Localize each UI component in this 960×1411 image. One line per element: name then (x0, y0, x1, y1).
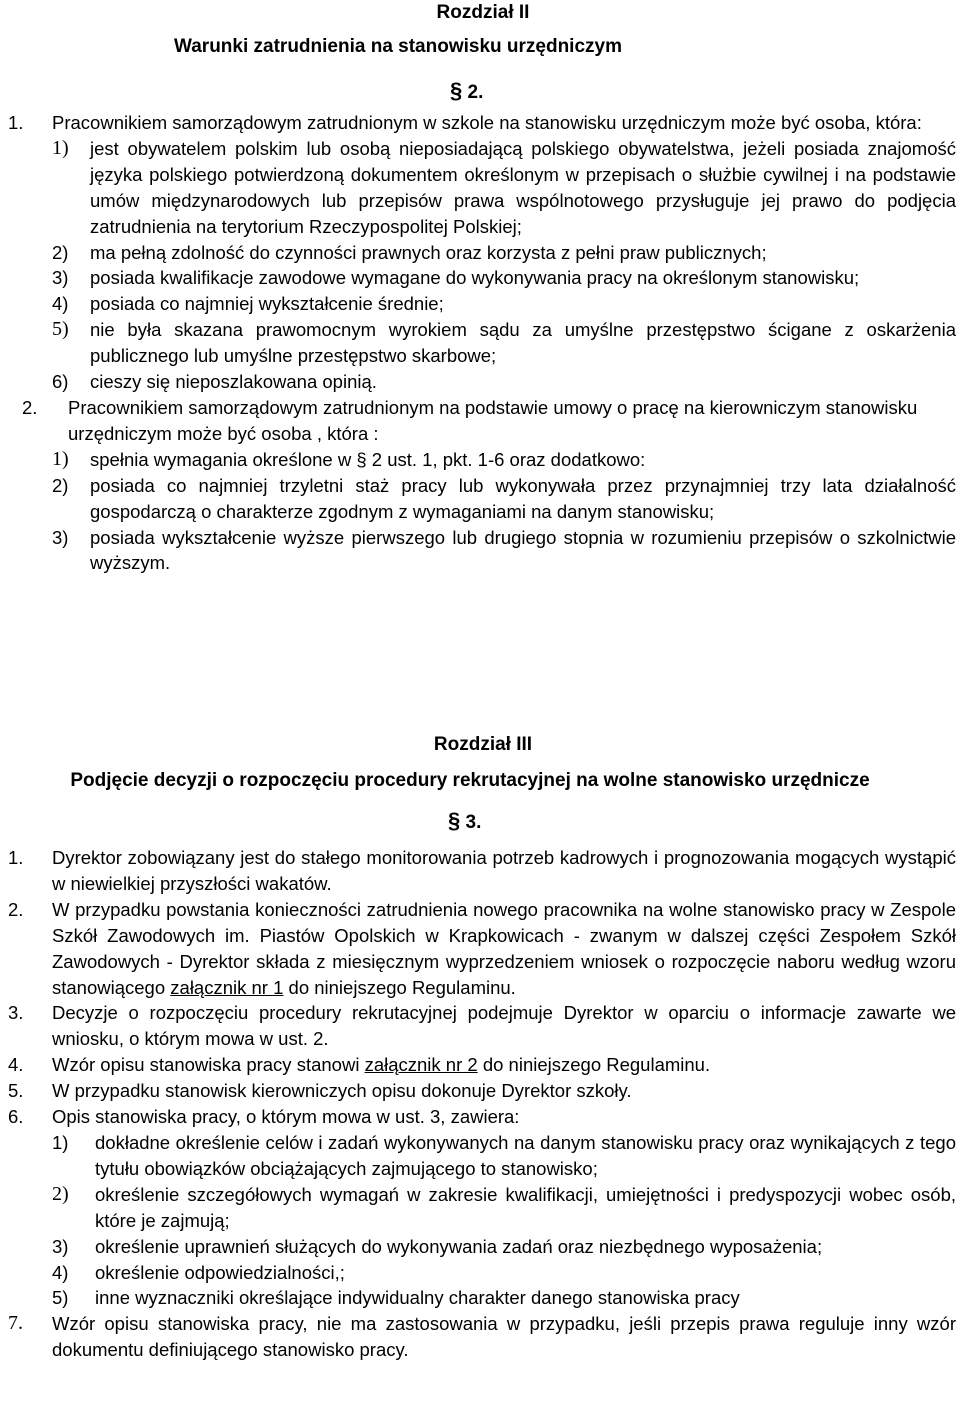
list-item (0, 1130, 956, 1182)
section-icon: § (448, 808, 461, 833)
list-item (0, 136, 956, 240)
list-item (0, 473, 956, 525)
list-item (0, 1052, 956, 1078)
list-item (0, 1260, 956, 1286)
list-item (0, 1182, 956, 1234)
item-text: jest obywatelem polskim lub osobą nieposiadającą polskiego obywatelstwa, jeżeli posiada znajomość języka polskiego potwierdzoną dokumentem określonym w przepisach o służbie cywilnej i na podstawie umów międzynarodowych lub przepisów prawa wspólnotowego przysługuje jej prawo do podjęcia zatrudnienia na terytorium Rzeczypospolitej Polskiej; (90, 137, 956, 237)
ch2-body (0, 110, 960, 576)
item-text: Pracownikiem samorządowym zatrudnionym w szkole na stanowisku urzędniczym może być osoba, która: (52, 112, 922, 133)
item-text: określenie uprawnień służących do wykonywania zadań oraz niezbędnego wyposażenia; (95, 1235, 823, 1257)
item-number: 4. (8, 1054, 24, 1076)
item-number: 7. (8, 1312, 23, 1335)
list-item (0, 395, 956, 447)
item-text: do niniejszego Regulaminu. (288, 976, 516, 998)
item-number: 1) (52, 1131, 69, 1153)
chapter-2-title: Rozdział II (436, 2, 530, 23)
list-item (0, 897, 956, 1001)
item-text: Wzór opisu stanowiska pracy, nie ma zastosowania w przypadku, jeśli przepis prawa reguluje inny wzór dokumentu definiującego stanowisko pracy. (52, 1313, 956, 1361)
chapter-2-subtitle: Warunki zatrudnienia na stanowisku urzędniczym (174, 36, 622, 57)
item-text: określenie szczegółowych wymagań w zakresie kwalifikacji, umiejętności i predyspozycji wobec osób, które je zajmują; (95, 1183, 956, 1231)
item-text: nie była skazana prawomocnym wyrokiem sądu za umyślne przestępstwo ścigane z oskarżenia publicznego lub umyślne przestępstwo skarbowe; (90, 319, 956, 367)
item-text: posiada wykształcenie wyższe pierwszego lub drugiego stopnia w rozumieniu przepisów o szkolnictwie wyższym. (90, 526, 956, 574)
list-item (0, 525, 956, 577)
item-number: 2. (8, 898, 24, 920)
item-number: 3) (52, 267, 69, 289)
section-icon: § (450, 78, 463, 103)
item-number: 3. (8, 1002, 24, 1024)
list-item (0, 110, 956, 136)
list-item (0, 845, 956, 897)
item-number: 1. (8, 112, 24, 133)
ch3-body (0, 845, 960, 1363)
item-text: spełnia wymagania określone w § 2 ust. 1, pkt. 1-6 oraz dodatkowo: (90, 448, 646, 470)
list-item (0, 369, 956, 395)
list-item (0, 1285, 956, 1311)
item-text: Decyzje o rozpoczęciu procedury rekrutacyjnej podejmuje Dyrektor w oparciu o informacje zawarte we wniosku, o którym mowa w ust. 2. (52, 1002, 956, 1050)
item-number: 2) (52, 241, 69, 263)
list-item (0, 1104, 956, 1130)
item-text: W przypadku powstania konieczności zatrudnienia nowego pracownika na wolne stanowisko pracy w Zespole Szkół Zawodowych im. Piastów Opolskich w Krapkowicach - zwanym w dalszej części Zespołem Szkół Zawodowych - Dyrektor składa z miesięcznym wyprzedzeniem wniosek o rozpoczęcie naboru według wzoru stanowiącego (52, 898, 956, 998)
item-number: 1. (8, 847, 24, 868)
item-number: 4) (52, 1261, 69, 1283)
list-item (0, 447, 956, 473)
list-item (0, 1234, 956, 1260)
paragraph-number: 2. (467, 82, 484, 103)
item-number: 3) (52, 1235, 69, 1257)
list-item (0, 240, 956, 266)
ch3-i6-list (0, 1130, 960, 1311)
item-text: Opis stanowiska pracy, o którym mowa w ust. 3, zawiera: (52, 1106, 520, 1128)
paragraph-number: 3. (465, 812, 482, 833)
attachment-1-link[interactable]: załącznik nr 1 (170, 976, 284, 998)
list-item (0, 1000, 956, 1052)
list-item (0, 1078, 956, 1104)
item-number: 2) (52, 1182, 69, 1205)
item-number: 4) (52, 293, 69, 315)
item-text: określenie odpowiedzialności,; (95, 1261, 345, 1283)
item-number: 1) (52, 447, 69, 470)
chapter-3-title: Rozdział III (433, 734, 533, 755)
item-number: 6. (8, 1106, 24, 1128)
chapter-3-subtitle: Podjęcie decyzji o rozpoczęciu procedury rekrutacyjnej na wolne stanowisko urzędnicze (70, 770, 870, 791)
item-number: 5. (8, 1080, 24, 1102)
item-text: posiada co najmniej trzyletni staż pracy lub wykonywała przez przynajmniej trzy lata działalność gospodarczą o charakterze zgodnym z wymaganiami na danym stanowisku; (90, 474, 956, 522)
item-text: inne wyznaczniki określające indywidualny charakter danego stanowiska pracy (95, 1287, 740, 1309)
item-text: W przypadku stanowisk kierowniczych opisu dokonuje Dyrektor szkoły. (52, 1080, 632, 1102)
item-number: 5) (52, 1287, 69, 1309)
item-text: Wzór opisu stanowiska pracy stanowi (52, 1054, 360, 1076)
item-text: dokładne określenie celów i zadań wykonywanych na danym stanowisku pracy oraz wynikających z tego tytułu obowiązków obciążających zajmującego to stanowisko; (95, 1131, 956, 1179)
item-number: 5) (52, 318, 69, 341)
item-text: Pracownikiem samorządowym zatrudnionym na podstawie umowy o pracę na kierowniczym stanowisku urzędniczym może być osoba , która : (68, 396, 918, 444)
item-number: 6) (52, 371, 69, 393)
paragraph-2-sign (450, 78, 483, 106)
paragraph-3-sign (448, 808, 481, 836)
list-item (0, 1311, 956, 1363)
item-number: 3) (52, 526, 69, 548)
item-number: 2) (52, 474, 69, 496)
ch2-p2-list (0, 447, 960, 577)
item-text: posiada kwalifikacje zawodowe wymagane do wykonywania pracy na określonym stanowisku; (90, 267, 860, 289)
item-text: Dyrektor zobowiązany jest do stałego monitorowania potrzeb kadrowych i prognozowania mogących wystąpić w niewielkiej przyszłości wakatów. (52, 847, 956, 894)
item-number: 2. (22, 396, 38, 418)
attachment-2-link[interactable]: załącznik nr 2 (364, 1054, 478, 1076)
item-number: 1) (52, 136, 69, 159)
item-text: ma pełną zdolność do czynności prawnych oraz korzysta z pełni praw publicznych; (90, 241, 767, 263)
item-text: cieszy się nieposzlakowana opinią. (90, 371, 377, 393)
list-item (0, 317, 956, 369)
list-item (0, 265, 956, 291)
item-text: do niniejszego Regulaminu. (482, 1054, 711, 1076)
ch2-p1-list (0, 136, 960, 395)
list-item (0, 291, 956, 317)
item-text: posiada co najmniej wykształcenie średnie; (90, 293, 444, 315)
